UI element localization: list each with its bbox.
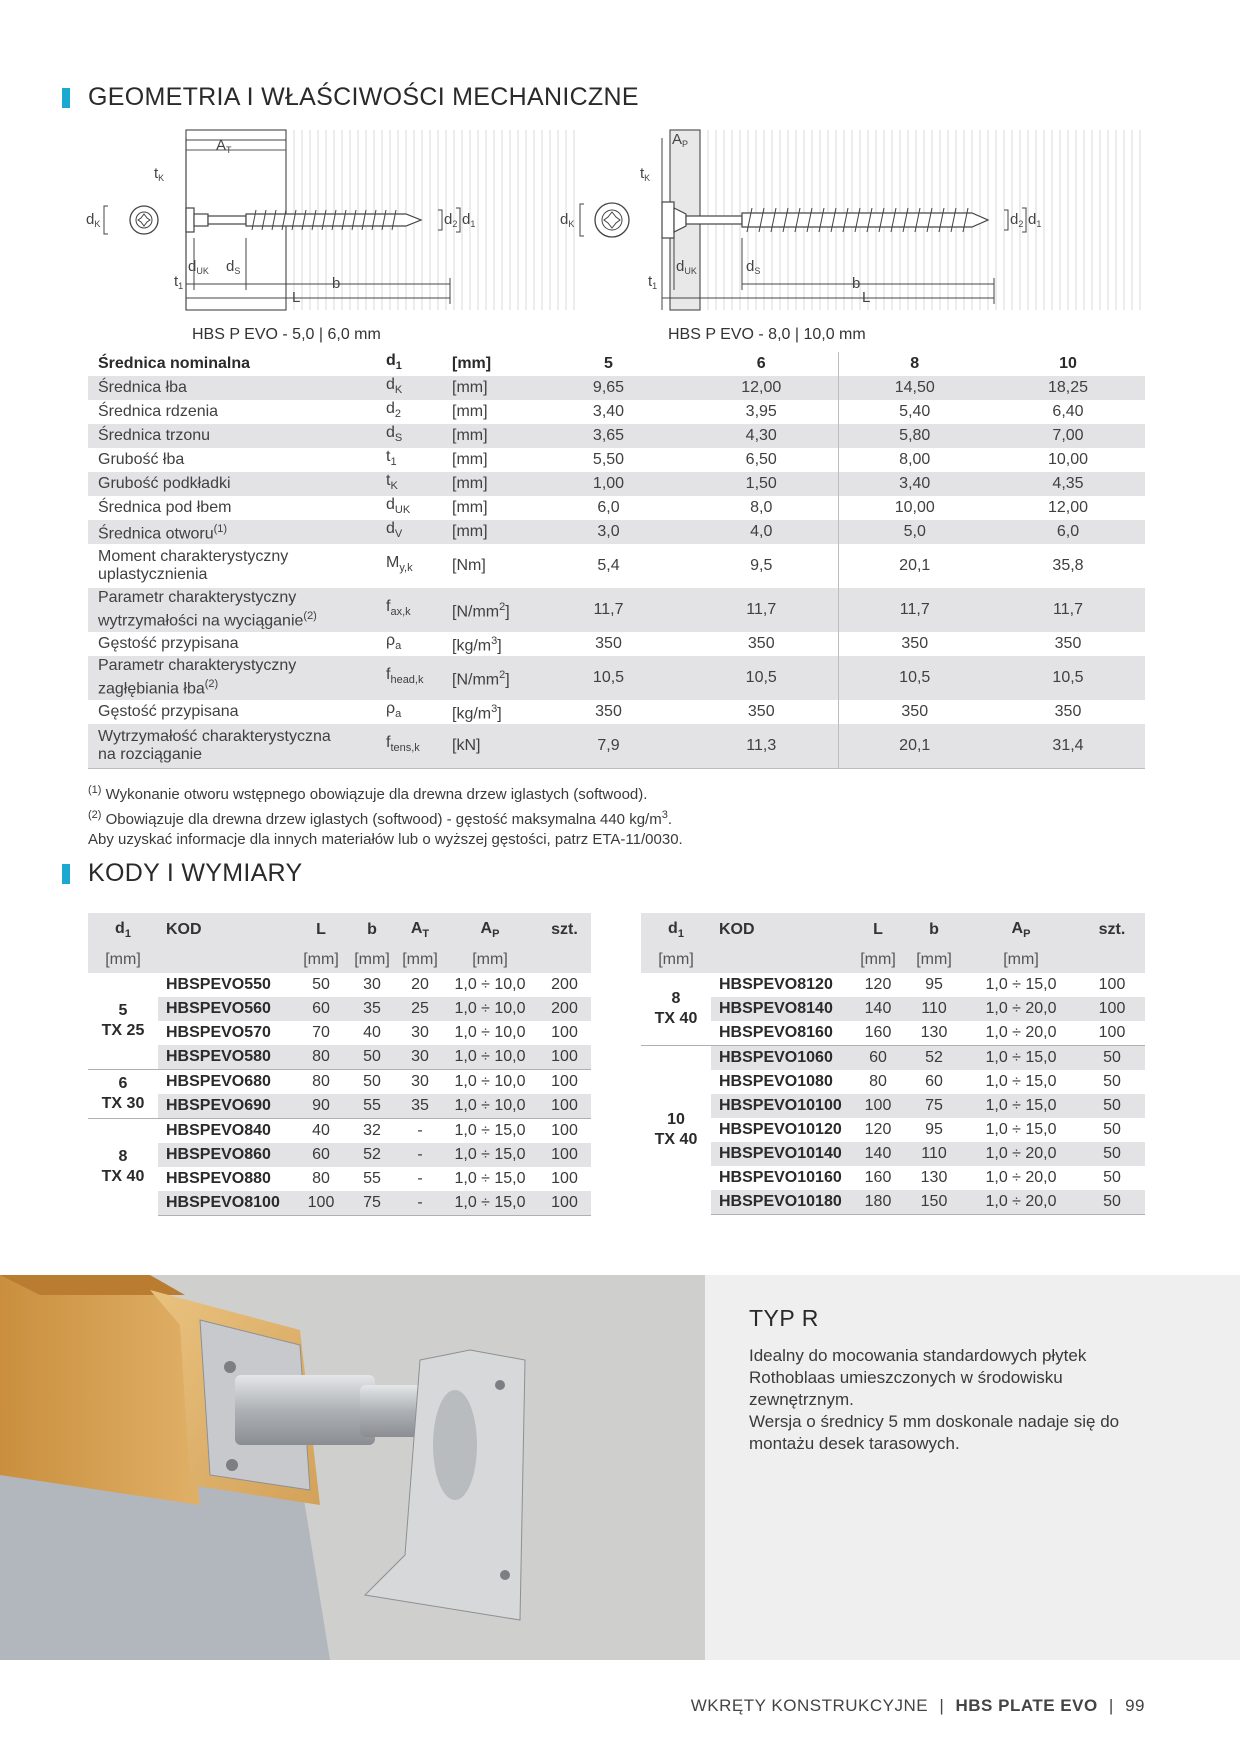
typ-r-description xyxy=(749,1345,1159,1455)
header-unit: [mm] xyxy=(452,355,492,372)
section-accent-bar xyxy=(62,864,70,884)
footnote-1: $^{(1)}$ Wykonanie otworu wstępnego obowiązuje dla drewna drzew iglastych (softwood). xyxy=(88,784,648,803)
typ-r-title: TYP R xyxy=(749,1305,819,1331)
table-row: HBSPEVO10100 100 75 1,0 ÷ 15,0 50 xyxy=(641,1094,1145,1118)
table-row: 10 TX 40 HBSPEVO1060 60 52 1,0 ÷ 15,0 50 xyxy=(641,1046,1145,1071)
label-L: L xyxy=(292,289,301,306)
codes-header-row: $d_1$ KOD L b $A_T$ $A_P$ szt. xyxy=(88,913,591,947)
table-row: Średnica łba $d_K$ [mm] 9,65 12,00 14,50 18,25 xyxy=(88,376,1145,400)
table-row: HBSPEVO880 80 55 - 1,0 ÷ 15,0 100 xyxy=(166,1170,578,1187)
screw-diagram-small xyxy=(86,128,580,320)
label-t1: $t_1$ xyxy=(648,273,658,291)
diagram-caption-large: HBS P EVO - 8,0 | 10,0 mm xyxy=(668,326,866,343)
header-name: Średnica nominalna xyxy=(98,355,251,372)
label-duk: $d_{UK}$ xyxy=(188,258,209,276)
table-row: HBSPEVO10140 140 110 1,0 ÷ 20,0 50 xyxy=(641,1142,1145,1166)
table-row: Gęstość przypisana $\rho_a$ $[kg/m^3]$ 350 350 350 350 xyxy=(98,700,1082,723)
photo-illustration xyxy=(0,1275,705,1660)
table-row: 8 TX 40 HBSPEVO8120 120 95 1,0 ÷ 15,0 100 xyxy=(641,973,1145,997)
diagram-caption-small: HBS P EVO - 5,0 | 6,0 mm xyxy=(192,326,381,343)
table-row: 5 TX 25 HBSPEVO550 50 30 20 1,0 ÷ 10,0 200 xyxy=(88,973,591,997)
codes-table-right xyxy=(641,913,1145,1215)
page-number: 99 xyxy=(1125,1696,1145,1715)
footer-product: HBS PLATE EVO xyxy=(955,1696,1098,1715)
header-d10: 10 xyxy=(1059,355,1077,372)
group-label: 8 TX 40 xyxy=(88,1119,158,1216)
label-ap: $A_P$ xyxy=(672,131,689,149)
steel-tube xyxy=(235,1375,375,1445)
codes-units-row: [mm] [mm] [mm] [mm] xyxy=(641,947,1145,973)
typ-r-paragraph-2: Wersja o średnicy 5 mm doskonale nadaje się do montażu desek tarasowych. xyxy=(749,1412,1120,1453)
product-photo xyxy=(0,1275,705,1660)
label-b: b xyxy=(852,275,861,292)
label-d2: $d_2$ xyxy=(444,211,458,229)
group-label: 10 TX 40 xyxy=(641,1046,711,1215)
label-dk: $d_K$ xyxy=(86,211,101,229)
footnote-3: Aby uzyskać informacje dla innych materiałów lub o wyższej gęstości, patrz ETA-11/0030. xyxy=(88,831,683,848)
table-row: Wytrzymałość charakterystyczna na rozciąganie $f_{tens,k}$ [kN] 7,9 11,3 20,1 31,4 xyxy=(88,724,1145,769)
table-row: Średnica trzonu $d_S$ [mm] 3,65 4,30 5,80 7,00 xyxy=(88,424,1145,448)
screw-head-top-view xyxy=(130,206,158,234)
table-row: Moment charakterystyczny uplastycznienia $M_{y,k}$ [Nm] 5,4 9,5 20,1 35,8 xyxy=(88,544,1145,588)
table-row: HBSPEVO10120 120 95 1,0 ÷ 15,0 50 xyxy=(719,1121,1121,1138)
group-label: 6 TX 30 xyxy=(88,1070,158,1119)
table-row: Grubość podkładki $t_K$ [mm] 1,00 1,50 3,40 4,35 xyxy=(88,472,1145,496)
label-tk: $t_K$ xyxy=(154,165,165,183)
header-symbol: $d_1$ xyxy=(386,352,402,373)
footer-separator: | xyxy=(939,1696,945,1715)
section-accent-bar xyxy=(62,88,70,108)
label-dk: $d_K$ xyxy=(560,211,575,229)
header-d8: 8 xyxy=(838,352,991,376)
table-row: Średnica otworu$^{(1)}$ $d_V$ [mm] 3,0 4,0 5,0 6,0 xyxy=(88,520,1145,544)
table-row: HBSPEVO580 80 50 30 1,0 ÷ 10,0 100 xyxy=(88,1045,591,1070)
label-t1: $t_1$ xyxy=(174,273,184,291)
label-d1: $d_1$ xyxy=(1028,211,1042,229)
table-row: Parametr charakterystyczny zagłębiania łba$^{(2)}$ $f_{head,k}$ $[N/mm^2]$ 10,5 10,5 10,5 10,5 xyxy=(88,656,1145,700)
table-row: HBSPEVO8140 140 110 1,0 ÷ 20,0 100 xyxy=(641,997,1145,1021)
table-row: HBSPEVO570 70 40 30 1,0 ÷ 10,0 100 xyxy=(166,1024,578,1041)
screw-head-top-view xyxy=(595,203,629,237)
footer-category: WKRĘTY KONSTRUKCYJNE xyxy=(690,1696,929,1715)
typ-r-panel xyxy=(705,1275,1240,1660)
section-title-geometry: GEOMETRIA I WŁAŚCIWOŚCI MECHANICZNE xyxy=(88,83,639,111)
header-d5: 5 xyxy=(604,355,613,372)
label-b: b xyxy=(332,275,341,292)
table-row: HBSPEVO560 60 35 25 1,0 ÷ 10,0 200 xyxy=(88,997,591,1021)
screw-side-view xyxy=(662,202,988,238)
codes-header-row: $d_1$ KOD L b $A_P$ szt. xyxy=(641,913,1145,947)
label-ds: $d_S$ xyxy=(226,258,241,276)
footnote-2: $^{(2)}$ Obowiązuje dla drewna drzew iglastych (softwood) - gęstość maksymalna 440 $kg/m^3$. xyxy=(88,809,672,828)
label-at: $A_T$ xyxy=(216,137,232,155)
label-d1: $d_1$ xyxy=(462,211,476,229)
label-tk: $t_K$ xyxy=(640,165,651,183)
table-row: HBSPEVO8100 100 75 - 1,0 ÷ 15,0 100 xyxy=(88,1191,591,1216)
label-L: L xyxy=(862,289,871,306)
table-row: Średnica pod łbem $d_{UK}$ [mm] 6,0 8,0 10,00 12,00 xyxy=(88,496,1145,520)
label-duk: $d_{UK}$ xyxy=(676,258,697,276)
table-header-row xyxy=(88,352,1145,376)
table-row: Średnica rdzenia $d_2$ [mm] 3,40 3,95 5,40 6,40 xyxy=(88,400,1145,424)
page-footer xyxy=(691,1696,1145,1716)
table-row: HBSPEVO8160 160 130 1,0 ÷ 20,0 100 xyxy=(719,1024,1126,1041)
section-title-codes: KODY I WYMIARY xyxy=(88,859,303,887)
mechanical-properties-table xyxy=(88,352,1145,769)
group-label: 5 TX 25 xyxy=(101,1002,145,1039)
header-d6: 6 xyxy=(756,355,766,372)
table-row: 8 TX 40 HBSPEVO840 40 32 - 1,0 ÷ 15,0 100 xyxy=(88,1119,591,1144)
group-label: 8 TX 40 xyxy=(654,990,698,1027)
label-d2: $d_2$ xyxy=(1010,211,1024,229)
typ-r-paragraph-1: Idealny do mocowania standardowych płytek Rothoblaas umieszczonych w środowisku zewnętrznym. xyxy=(749,1346,1087,1409)
table-row: HBSPEVO860 60 52 - 1,0 ÷ 15,0 100 xyxy=(88,1143,591,1167)
table-row: Parametr charakterystyczny wytrzymałości na wyciąganie$^{(2)}$ $f_{ax,k}$ $[N/mm^2]$ 11,7 11,7 11,7 11,7 xyxy=(88,588,1145,632)
codes-units-row: [mm] [mm] [mm] [mm] [mm] xyxy=(88,947,591,973)
table-row: Gęstość przypisana $\rho_a$ $[kg/m^3]$ 350 350 350 350 xyxy=(98,632,1082,655)
label-ds: $d_S$ xyxy=(746,258,761,276)
table-row: HBSPEVO690 90 55 35 1,0 ÷ 10,0 100 xyxy=(88,1094,591,1119)
table-row: HBSPEVO1080 80 60 1,0 ÷ 15,0 50 xyxy=(719,1073,1121,1090)
footer-separator: | xyxy=(1108,1696,1114,1715)
table-row: 6 TX 30 HBSPEVO680 80 50 30 1,0 ÷ 10,0 100 xyxy=(88,1070,591,1095)
footnotes xyxy=(88,780,683,850)
screw-diagram-large xyxy=(560,128,1150,320)
table-row: Grubość łba $t_1$ [mm] 5,50 6,50 8,00 10,00 xyxy=(88,448,1145,472)
table-row: HBSPEVO10160 160 130 1,0 ÷ 20,0 50 xyxy=(719,1169,1121,1186)
table-row: HBSPEVO10180 180 150 1,0 ÷ 20,0 50 xyxy=(641,1190,1145,1215)
codes-table-left xyxy=(88,913,591,1216)
base-plate-hole xyxy=(433,1390,477,1500)
